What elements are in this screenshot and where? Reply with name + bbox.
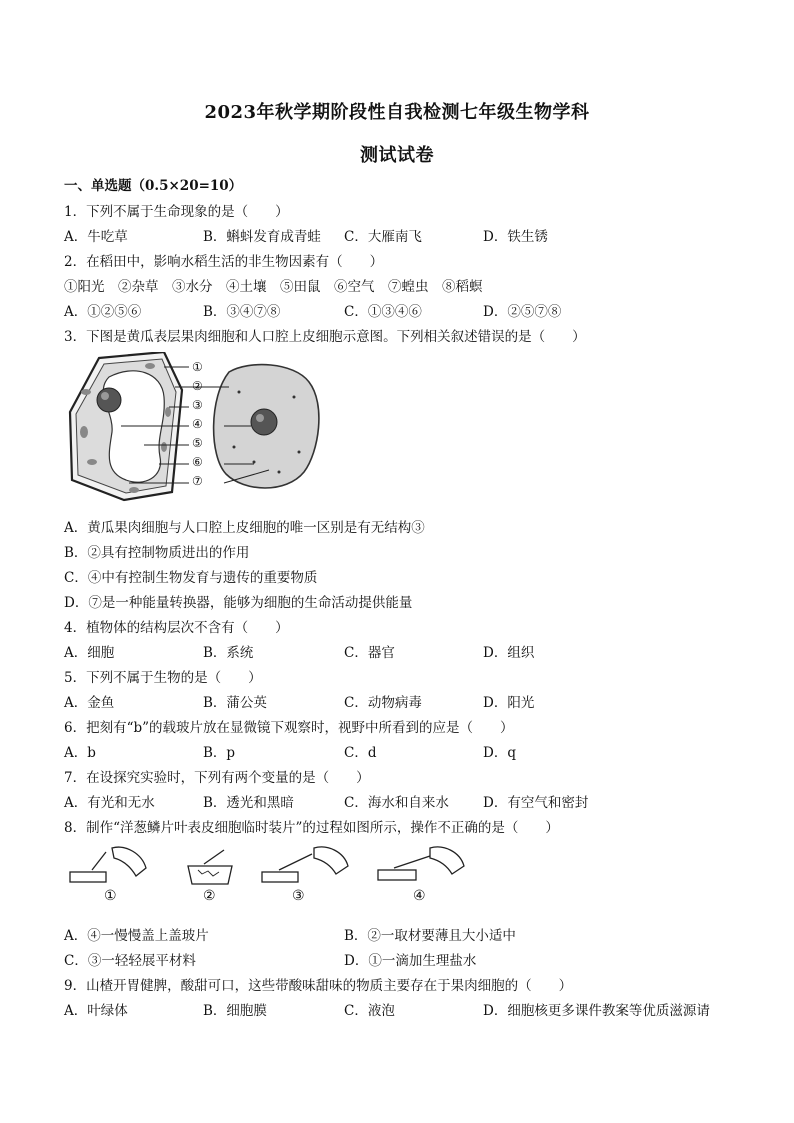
q8-option-b: B．②一取材要薄且大小适中 (344, 928, 516, 944)
q7-option-a: A．有光和无水 (64, 795, 155, 811)
label-4: ④ (192, 417, 203, 431)
q6-option-a: A．b (64, 745, 96, 761)
label-2: ② (192, 379, 203, 393)
cell-diagram (64, 352, 364, 504)
q2-option-c: C．①③④⑥ (344, 304, 422, 320)
q3-option-b: B．②具有控制物质进出的作用 (64, 545, 250, 561)
q3-option-a: A．黄瓜果肉细胞与人口腔上皮细胞的唯一区别是有无结构③ (64, 520, 425, 536)
label-6: ⑥ (192, 455, 203, 469)
q9-option-d: D．细胞核更多课件教案等优质滋源请 (483, 1003, 710, 1019)
q1-option-d: D．铁生锈 (483, 229, 548, 245)
question-3-stem: 3．下图是黄瓜表层果肉细胞和人口腔上皮细胞示意图。下列相关叙述错误的是（ ） (64, 329, 586, 345)
question-6-stem: 6．把刻有“b”的载玻片放在显微镜下观察时，视野中所看到的应是（ ） (64, 720, 514, 736)
q5-option-b: B．蒲公英 (203, 695, 267, 711)
label-5: ⑤ (192, 436, 203, 450)
q8-option-a: A．④一慢慢盖上盖玻片 (64, 928, 209, 944)
q4-option-d: D．组织 (483, 645, 535, 661)
label-7: ⑦ (192, 474, 203, 488)
q1-option-b: B．蝌蚪发育成青蛙 (203, 229, 321, 245)
question-1-stem: 1．下列不属于生命现象的是（ ） (64, 204, 289, 220)
q6-option-c: C．d (344, 745, 377, 761)
q7-option-d: D．有空气和密封 (483, 795, 589, 811)
q5-option-c: C．动物病毒 (344, 695, 422, 711)
q1-option-c: C．大雁南飞 (344, 229, 422, 245)
q2-option-d: D．②⑤⑦⑧ (483, 304, 562, 320)
label-1: ① (192, 360, 203, 374)
q5-option-d: D．阳光 (483, 695, 535, 711)
question-7-stem: 7．在设探究实验时，下列有两个变量的是（ ） (64, 770, 370, 786)
section-heading: 一、单选题（0.5×20=10） (64, 178, 243, 194)
q7-option-c: C．海水和自来水 (344, 795, 449, 811)
q8-option-c: C．③一轻轻展平材料 (64, 953, 196, 969)
label-3: ③ (192, 398, 203, 412)
q6-option-d: D．q (483, 745, 516, 761)
q3-option-d: D．⑦是一种能量转换器，能够为细胞的生命活动提供能量 (64, 595, 413, 611)
q2-option-a: A．①②⑤⑥ (64, 304, 142, 320)
q4-option-b: B．系统 (203, 645, 254, 661)
q4-option-a: A．细胞 (64, 645, 115, 661)
q9-option-a: A．叶绿体 (64, 1003, 128, 1019)
q8-option-d: D．①一滴加生理盐水 (344, 953, 477, 969)
step-label-4: ④ (413, 888, 426, 904)
question-5-stem: 5．下列不属于生物的是（ ） (64, 670, 262, 686)
q3-option-c: C．④中有控制生物发育与遗传的重要物质 (64, 570, 318, 586)
exam-title: 2023年秋学期阶段性自我检测七年级生物学科 (204, 102, 590, 123)
q5-option-a: A．金鱼 (64, 695, 115, 711)
step-label-3: ③ (292, 888, 305, 904)
question-2-items: ①阳光 ②杂草 ③水分 ④土壤 ⑤田鼠 ⑥空气 ⑦蝗虫 ⑧稻螟 (64, 279, 483, 295)
q2-option-b: B．③④⑦⑧ (203, 304, 281, 320)
question-8-stem: 8．制作“洋葱鳞片叶表皮细胞临时装片”的过程如图所示，操作不正确的是（ ） (64, 820, 559, 836)
exam-subtitle: 测试试卷 (360, 145, 434, 166)
cell-diagram-labels (192, 358, 203, 491)
q1-option-a: A．牛吃草 (64, 229, 128, 245)
q9-option-b: B．细胞膜 (203, 1003, 267, 1019)
question-2-stem: 2．在稻田中，影响水稻生活的非生物因素有（ ） (64, 254, 384, 270)
q7-option-b: B．透光和黑暗 (203, 795, 294, 811)
question-9-stem: 9．山楂开胃健脾，酸甜可口，这些带酸味甜味的物质主要存在于果肉细胞的（ ） (64, 978, 573, 994)
q4-option-c: C．器官 (344, 645, 395, 661)
step-label-2: ② (203, 888, 216, 904)
step-label-1: ① (104, 888, 117, 904)
q9-option-c: C．液泡 (344, 1003, 395, 1019)
q6-option-b: B．p (203, 745, 236, 761)
question-4-stem: 4．植物体的结构层次不含有（ ） (64, 620, 289, 636)
